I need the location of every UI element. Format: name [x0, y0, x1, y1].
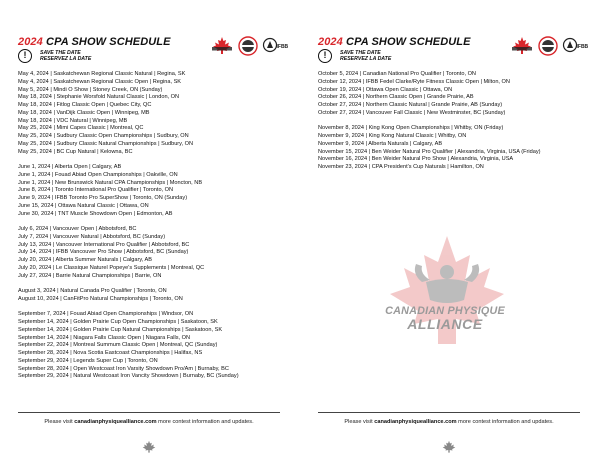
- event-item: May 25, 2024 | Sudbury Classic Natural Championships | Sudbury, ON: [18, 140, 194, 147]
- event-item: May 25, 2024 | Mimi Capes Classic | Montreal, QC: [18, 125, 144, 132]
- footer-url[interactable]: canadianphysiquealliance.com: [74, 419, 157, 425]
- event-item: July 20, 2024 | Alberta Summer Naturals | Calgary, AB: [18, 257, 153, 263]
- save-the-date-label: SAVE THE DATE: [340, 49, 381, 56]
- header-logos: [210, 36, 289, 56]
- event-item: September 14, 2024 | Golden Prairie Cup Open Championships | Saskatoon, SK: [18, 319, 218, 325]
- ifbb-logo: [262, 36, 289, 56]
- info-icon: !: [318, 49, 332, 63]
- header-logos: [510, 36, 589, 56]
- list-gap: [18, 280, 296, 288]
- list-gap: [318, 118, 596, 126]
- event-item: September 14, 2024 | Niagara Falls Classic Open | Niagara Falls, ON: [18, 334, 191, 341]
- event-item: November 9, 2024 | Alberta Naturals | Calgary, AB: [318, 140, 443, 147]
- event-item: September 14, 2024 | Golden Prairie Cup Natural Championships | Saskatoon, SK: [18, 326, 223, 333]
- list-gap: [18, 218, 296, 226]
- event-item: November 15, 2024 | Ben Weider Natural Pro Qualifier | Alexandria, Virginia, USA (Friday): [318, 148, 541, 155]
- footer-suffix: more contest information and updates.: [456, 419, 554, 425]
- event-item: July 6, 2024 | Vancouver Open | Abbotsford, BC: [18, 226, 137, 232]
- title-year: 2024: [318, 36, 343, 48]
- svg-text:IFBB: IFBB: [576, 44, 589, 50]
- event-item: September 29, 2024 | Natural Westcoast Iron Vancity Showdown | Burnaby, BC (Sunday): [18, 373, 239, 380]
- event-item: September 28, 2024 | Open Westcoast Iron Varsity Showdown Pro/Am | Burnaby, BC: [18, 365, 229, 372]
- event-item: November 8, 2024 | King Kong Open Championships | Whitby, ON (Friday): [318, 125, 504, 132]
- event-item: October 27, 2024 | Northern Classic Natural | Grande Prairie, AB (Sunday): [318, 102, 503, 108]
- watermark-line1: CANADIAN PHYSIQUE: [385, 305, 505, 317]
- event-item: June 15, 2024 | Ottawa Natural Classic | Ottawa, ON: [18, 202, 149, 209]
- footer-suffix: more contest information and updates.: [156, 419, 254, 425]
- event-item: May 25, 2024 | Sudbury Classic Open Championships | Sudbury, ON: [18, 133, 189, 139]
- event-item: September 28, 2024 | Nova Scotia Eastcoast Championships | Halifax, NS: [18, 350, 203, 356]
- event-item: July 14, 2024 | IFBB Vancouver Pro Show | Abbotsford, BC (Sunday): [18, 249, 189, 256]
- save-the-date: [318, 49, 391, 63]
- maple-leaf-logo: [510, 36, 534, 56]
- event-item: June 1, 2024 | Alberta Open | Calgary, AB: [18, 164, 122, 170]
- cpa-logo: [237, 36, 259, 56]
- event-item: June 9, 2024 | IFBB Toronto Pro SuperShow | Toronto, ON (Sunday): [18, 195, 188, 201]
- footer-divider: [318, 412, 580, 413]
- title-text: CPA SHOW SCHEDULE: [46, 36, 171, 48]
- watermark-text: [360, 305, 530, 332]
- bottom-maple-logo: [440, 440, 458, 454]
- cpa-logo: [537, 36, 559, 56]
- page-title: [318, 36, 471, 48]
- event-item: August 10, 2024 | CanFitPro Natural Championships | Toronto, ON: [18, 295, 183, 302]
- info-icon: !: [18, 49, 32, 63]
- event-item: October 5, 2024 | Canadian National Pro Qualifier | Toronto, ON: [318, 71, 476, 77]
- bottom-maple-logo: [140, 440, 158, 454]
- event-item: October 27, 2024 | Vancouver Fall Classic | New Westminster, BC (Sunday): [318, 109, 506, 116]
- event-item: October 12, 2024 | IFBB Fedel Clarke/Ryte Fitness Classic Open | Milton, ON: [318, 78, 510, 85]
- footer-text: [18, 419, 280, 425]
- event-list-left: [18, 71, 296, 381]
- footer-prefix: Please visit: [344, 419, 375, 425]
- event-item: May 25, 2024 | BC Cup Natural | Kelowna, BC: [18, 148, 133, 155]
- event-item: September 29, 2024 | Legends Super Cup | Toronto, ON: [18, 357, 158, 364]
- schedule-page-right: [300, 0, 600, 464]
- event-item: May 5, 2024 | Mindi O Show | Stoney Creek, ON (Sunday): [18, 86, 163, 93]
- event-list-right: [318, 71, 596, 172]
- event-item: May 4, 2024 | Saskatchewan Regional Classic Open | Regina, SK: [18, 78, 182, 85]
- event-item: May 18, 2024 | Stephanie Worsfold Natural Classic | London, ON: [18, 94, 180, 101]
- event-item: June 8, 2024 | Toronto International Pro Qualifier | Toronto, ON: [18, 187, 174, 194]
- event-item: July 20, 2024 | Le Classique Naturel Popeye's Supplements | Montreal, QC: [18, 264, 205, 271]
- save-the-date-label: SAVE THE DATE: [40, 49, 81, 56]
- watermark-line2: ALLIANCE: [407, 316, 483, 332]
- footer-url[interactable]: canadianphysiquealliance.com: [374, 419, 457, 425]
- footer-divider: [18, 412, 280, 413]
- title-year: 2024: [18, 36, 43, 48]
- list-gap: [18, 304, 296, 312]
- ifbb-logo: [562, 36, 589, 56]
- event-item: July 7, 2024 | Vancouver Natural | Abbotsford, BC (Sunday): [18, 233, 166, 240]
- event-item: August 3, 2024 | Natural Canada Pro Qualifier | Toronto, ON: [18, 288, 167, 294]
- reservez-label: RESERVEZ LA DATE: [340, 56, 392, 62]
- event-item: May 18, 2024 | VanDijk Classic Open | Winnipeg, MB: [18, 109, 150, 116]
- event-item: September 22, 2024 | Montreal Summum Classic Open | Montreal, QC (Sunday): [18, 342, 218, 349]
- event-item: July 13, 2024 | Vancouver International Pro Qualifier | Abbotsford, BC: [18, 241, 190, 248]
- event-item: November 9, 2024 | King Kong Natural Classic | Whitby, ON: [318, 133, 467, 139]
- event-item: May 18, 2024 | VDC Natural | Winnipeg, MB: [18, 117, 128, 124]
- event-item: September 7, 2024 | Fouad Abiad Open Championships | Windsor, ON: [18, 311, 194, 318]
- event-item: June 30, 2024 | TNT Muscle Showdown Open | Edmonton, AB: [18, 210, 173, 217]
- event-item: October 26, 2024 | Northern Classic Open | Grande Prairie, AB: [318, 94, 474, 101]
- svg-text:IFBB: IFBB: [276, 44, 289, 50]
- event-item: October 19, 2024 | Ottawa Open Classic | Ottawa, ON: [318, 86, 453, 93]
- footer-prefix: Please visit: [44, 419, 75, 425]
- maple-leaf-logo: [210, 36, 234, 56]
- event-item: November 23, 2024 | CPA President's Cup Naturals | Hamilton, ON: [318, 164, 484, 170]
- event-item: June 1, 2024 | New Brunswick Natural CPA Championships | Moncton, NB: [18, 179, 203, 186]
- event-item: May 4, 2024 | Saskatchewan Regional Classic Natural | Regina, SK: [18, 71, 186, 77]
- save-the-date: [18, 49, 91, 63]
- event-item: May 18, 2024 | Fitlog Classic Open | Quebec City, QC: [18, 102, 152, 108]
- title-text: CPA SHOW SCHEDULE: [346, 36, 471, 48]
- event-item: November 16, 2024 | Ben Weider Natural Pro Show | Alexandria, Virginia, USA: [318, 156, 514, 163]
- page-title: [18, 36, 171, 48]
- footer-text: [318, 419, 580, 425]
- list-gap: [18, 156, 296, 164]
- event-item: July 27, 2024 | Barrie Natural Championships | Barrie, ON: [18, 272, 162, 279]
- event-item: June 1, 2024 | Fouad Abiad Open Championships | Oakville, ON: [18, 171, 178, 178]
- reservez-label: RESERVEZ LA DATE: [40, 56, 92, 62]
